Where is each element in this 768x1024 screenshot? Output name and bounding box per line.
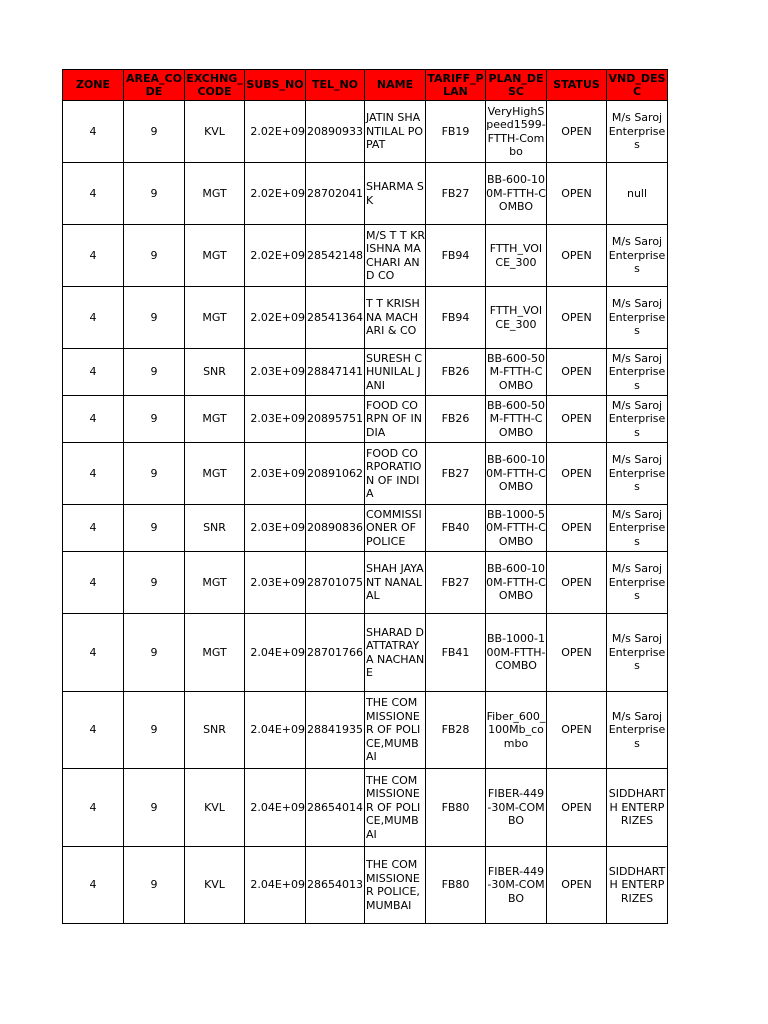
header-name: NAME [365,70,426,101]
data-table [62,69,668,924]
cell-area-code: 9 [124,614,185,692]
cell-name: THE COMMISSIONER OF POLICE,MUMBAI [365,692,426,769]
header-vnd-desc: VND_DESC [607,70,668,101]
cell-tariff-plan: FB41 [426,614,486,692]
cell-tel-no: 28542148 [306,225,365,287]
table-body [63,101,668,924]
cell-status: OPEN [547,396,607,443]
cell-tel-no: 20890933 [306,101,365,163]
cell-tel-no: 28654013 [306,847,365,924]
cell-plan-desc: BB-600-100M-FTTH-COMBO [486,163,547,225]
cell-name: T T KRISHNA MACHARI & CO [365,287,426,349]
cell-zone: 4 [63,163,124,225]
header-status: STATUS [547,70,607,101]
header-tariff-plan: TARIFF_PLAN [426,70,486,101]
cell-subs-no: 2.02E+09 [245,101,306,163]
cell-tariff-plan: FB26 [426,396,486,443]
cell-name: JATIN SHANTILAL POPAT [365,101,426,163]
cell-name: SURESH CHUNILAL JANI [365,349,426,396]
cell-subs-no: 2.03E+09 [245,349,306,396]
cell-vnd-desc: null [607,163,668,225]
cell-subs-no: 2.04E+09 [245,847,306,924]
table-row [63,692,668,769]
cell-plan-desc: BB-600-50M-FTTH-COMBO [486,349,547,396]
cell-exchng-code: KVL [185,847,245,924]
cell-zone: 4 [63,349,124,396]
cell-zone: 4 [63,287,124,349]
cell-plan-desc: FIBER-449-30M-COMBO [486,847,547,924]
cell-subs-no: 2.02E+09 [245,225,306,287]
cell-plan-desc: FTTH_VOICE_300 [486,287,547,349]
table-row [63,287,668,349]
cell-tariff-plan: FB19 [426,101,486,163]
cell-status: OPEN [547,614,607,692]
cell-exchng-code: MGT [185,225,245,287]
cell-zone: 4 [63,396,124,443]
cell-exchng-code: KVL [185,769,245,847]
cell-area-code: 9 [124,692,185,769]
header-row [63,70,668,101]
cell-status: OPEN [547,443,607,505]
header-tel-no: TEL_NO [306,70,365,101]
cell-status: OPEN [547,287,607,349]
cell-exchng-code: MGT [185,163,245,225]
cell-area-code: 9 [124,287,185,349]
cell-vnd-desc: M/s Saroj Enterprises [607,225,668,287]
cell-plan-desc: FTTH_VOICE_300 [486,225,547,287]
cell-plan-desc: BB-600-100M-FTTH-COMBO [486,552,547,614]
cell-subs-no: 2.02E+09 [245,163,306,225]
cell-tel-no: 20890836 [306,505,365,552]
cell-zone: 4 [63,552,124,614]
cell-tel-no: 28847141 [306,349,365,396]
cell-name: SHARMA S K [365,163,426,225]
cell-exchng-code: SNR [185,692,245,769]
cell-tariff-plan: FB40 [426,505,486,552]
header-area-code: AREA_CODE [124,70,185,101]
cell-plan-desc: VeryHighSpeed1599-FTTH-Combo [486,101,547,163]
cell-subs-no: 2.02E+09 [245,287,306,349]
cell-name: FOOD CORPORATION OF INDIA [365,443,426,505]
cell-vnd-desc: M/s Saroj Enterprises [607,614,668,692]
cell-status: OPEN [547,847,607,924]
cell-status: OPEN [547,349,607,396]
cell-exchng-code: MGT [185,614,245,692]
table-row [63,505,668,552]
table-row [63,614,668,692]
cell-tariff-plan: FB26 [426,349,486,396]
cell-plan-desc: BB-1000-50M-FTTH-COMBO [486,505,547,552]
cell-tel-no: 28654014 [306,769,365,847]
cell-zone: 4 [63,443,124,505]
cell-exchng-code: SNR [185,505,245,552]
cell-name: THE COMMISSIONER OF POLICE,MUMBAI [365,769,426,847]
cell-area-code: 9 [124,552,185,614]
cell-zone: 4 [63,505,124,552]
cell-zone: 4 [63,225,124,287]
cell-tel-no: 20895751 [306,396,365,443]
cell-area-code: 9 [124,396,185,443]
cell-exchng-code: MGT [185,287,245,349]
header-exchng-code: EXCHNG_CODE [185,70,245,101]
table-row [63,847,668,924]
table-row [63,101,668,163]
table-row [63,396,668,443]
cell-vnd-desc: M/s Saroj Enterprises [607,692,668,769]
cell-status: OPEN [547,692,607,769]
cell-vnd-desc: M/s Saroj Enterprises [607,505,668,552]
cell-subs-no: 2.04E+09 [245,614,306,692]
cell-plan-desc: BB-600-50M-FTTH-COMBO [486,396,547,443]
cell-status: OPEN [547,552,607,614]
table-row [63,443,668,505]
cell-tariff-plan: FB27 [426,163,486,225]
cell-exchng-code: SNR [185,349,245,396]
cell-zone: 4 [63,769,124,847]
cell-status: OPEN [547,769,607,847]
cell-area-code: 9 [124,847,185,924]
cell-subs-no: 2.03E+09 [245,396,306,443]
cell-plan-desc: FIBER-449-30M-COMBO [486,769,547,847]
cell-exchng-code: MGT [185,552,245,614]
table-row [63,163,668,225]
cell-tariff-plan: FB94 [426,225,486,287]
cell-status: OPEN [547,225,607,287]
cell-area-code: 9 [124,349,185,396]
cell-exchng-code: KVL [185,101,245,163]
cell-status: OPEN [547,101,607,163]
cell-tel-no: 28701075 [306,552,365,614]
cell-area-code: 9 [124,769,185,847]
cell-vnd-desc: M/s Saroj Enterprises [607,101,668,163]
cell-zone: 4 [63,101,124,163]
cell-name: FOOD CORPN OF INDIA [365,396,426,443]
cell-tariff-plan: FB27 [426,443,486,505]
cell-tel-no: 28541364 [306,287,365,349]
cell-name: SHAH JAYANT NANALAL [365,552,426,614]
cell-zone: 4 [63,847,124,924]
cell-vnd-desc: M/s Saroj Enterprises [607,552,668,614]
cell-plan-desc: BB-1000-100M-FTTH-COMBO [486,614,547,692]
table-row [63,552,668,614]
table-row [63,769,668,847]
cell-area-code: 9 [124,505,185,552]
cell-subs-no: 2.03E+09 [245,443,306,505]
cell-zone: 4 [63,692,124,769]
cell-tariff-plan: FB28 [426,692,486,769]
cell-tariff-plan: FB80 [426,769,486,847]
cell-tel-no: 28841935 [306,692,365,769]
cell-vnd-desc: M/s Saroj Enterprises [607,396,668,443]
cell-name: SHARAD DATTATRAYA NACHANE [365,614,426,692]
cell-subs-no: 2.04E+09 [245,692,306,769]
cell-vnd-desc: SIDDHARTH ENTERPRIZES [607,769,668,847]
cell-vnd-desc: M/s Saroj Enterprises [607,349,668,396]
table-row [63,225,668,287]
cell-subs-no: 2.03E+09 [245,505,306,552]
cell-area-code: 9 [124,443,185,505]
cell-status: OPEN [547,163,607,225]
cell-name: M/S T T KRISHNA MACHARI AND CO [365,225,426,287]
cell-area-code: 9 [124,101,185,163]
cell-vnd-desc: M/s Saroj Enterprises [607,443,668,505]
cell-area-code: 9 [124,225,185,287]
cell-vnd-desc: SIDDHARTH ENTERPRIZES [607,847,668,924]
cell-name: COMMISSIONER OF POLICE [365,505,426,552]
header-zone: ZONE [63,70,124,101]
cell-name: THE COMMISSIONER POLICE,MUMBAI [365,847,426,924]
cell-exchng-code: MGT [185,396,245,443]
header-subs-no: SUBS_NO [245,70,306,101]
cell-tel-no: 20891062 [306,443,365,505]
cell-tel-no: 28701766 [306,614,365,692]
cell-tel-no: 28702041 [306,163,365,225]
table-row [63,349,668,396]
cell-subs-no: 2.03E+09 [245,552,306,614]
cell-exchng-code: MGT [185,443,245,505]
cell-plan-desc: Fiber_600_100Mb_combo [486,692,547,769]
cell-subs-no: 2.04E+09 [245,769,306,847]
cell-tariff-plan: FB94 [426,287,486,349]
cell-zone: 4 [63,614,124,692]
cell-plan-desc: BB-600-100M-FTTH-COMBO [486,443,547,505]
cell-vnd-desc: M/s Saroj Enterprises [607,287,668,349]
cell-tariff-plan: FB80 [426,847,486,924]
cell-tariff-plan: FB27 [426,552,486,614]
cell-status: OPEN [547,505,607,552]
cell-area-code: 9 [124,163,185,225]
header-plan-desc: PLAN_DESC [486,70,547,101]
